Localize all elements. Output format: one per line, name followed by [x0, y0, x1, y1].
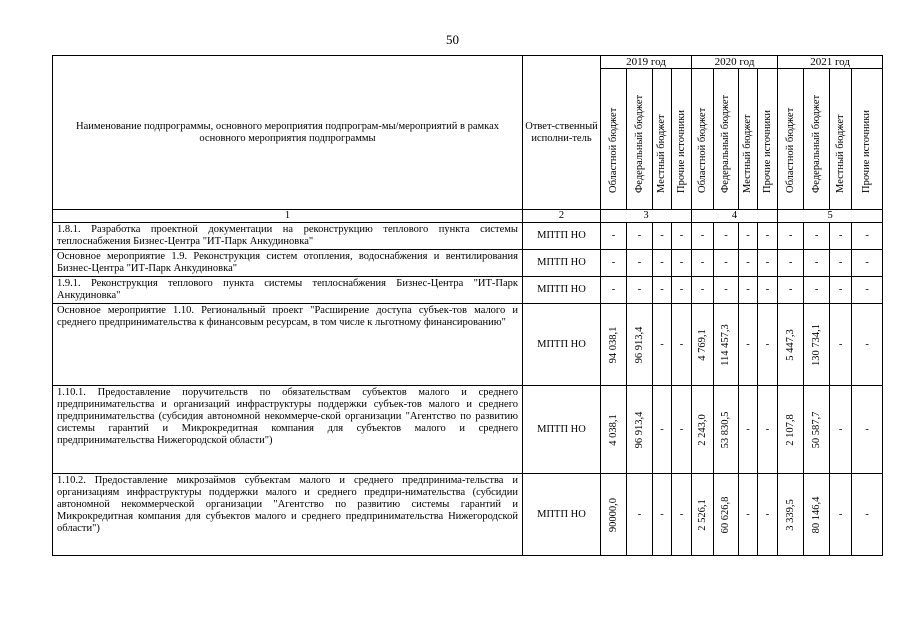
value-cell: - — [804, 250, 830, 277]
value-text: 4 769,1 — [696, 328, 708, 361]
subcol-header-label: Местный бюджет — [834, 114, 846, 193]
subcol-header — [692, 69, 714, 210]
row-name-cell: 1.9.1. Реконструкция теплового пункта системы теплоснабжения Бизнес-Центра "ИТ-Парк Анкудиновка" — [53, 277, 523, 304]
budget-table — [52, 55, 883, 556]
row-executor-cell: МПТП НО — [523, 474, 601, 556]
col-number-1: 1 — [53, 210, 523, 223]
row-executor-cell: МПТП НО — [523, 304, 601, 386]
col-number-4: 4 — [692, 210, 778, 223]
row-name-cell: 1.10.1. Предоставление поручительств по обязательствам субъектов малого и среднего предпринимательства и организаций инфраструктуры поддержки субъек-тов малого и среднего предпринимательства (субсидия автономной некоммерче-ской организации "Агентство по развитию системы гарантий и Микрокредитная компания для субъектов малого и среднего предпринимательства Нижегородской области") — [53, 386, 523, 474]
header-name-cell: Наименование подпрограммы, основного мероприятия подпрограм-мы/мероприятий в рамках основного мероприятия подпрограммы — [53, 56, 523, 210]
subcol-header — [804, 69, 830, 210]
value-cell: - — [830, 386, 852, 474]
value-text: 90000,0 — [607, 497, 619, 532]
value-cell: - — [830, 474, 852, 556]
value-cell: - — [627, 250, 653, 277]
value-cell: - — [758, 223, 778, 250]
value-cell: - — [804, 277, 830, 304]
value-text: 60 626,8 — [720, 496, 732, 533]
subcol-header-label: Областной бюджет — [696, 107, 708, 193]
value-text: 5 447,3 — [784, 328, 796, 361]
subcol-header — [758, 69, 778, 210]
row-executor-cell: МПТП НО — [523, 250, 601, 277]
value-cell: - — [601, 250, 627, 277]
subcol-header — [852, 69, 883, 210]
value-cell: - — [672, 304, 692, 386]
value-cell: - — [653, 304, 672, 386]
table-row — [53, 474, 883, 556]
value-cell — [778, 474, 804, 556]
value-cell: - — [852, 474, 883, 556]
col-number-2: 2 — [523, 210, 601, 223]
value-cell: - — [778, 277, 804, 304]
value-cell: - — [601, 277, 627, 304]
value-cell: - — [653, 474, 672, 556]
value-cell: - — [852, 304, 883, 386]
year-2020-header: 2020 год — [692, 56, 778, 69]
value-cell — [778, 386, 804, 474]
value-text: 2 526,1 — [696, 498, 708, 531]
value-cell — [778, 304, 804, 386]
value-text: 80 146,4 — [810, 496, 822, 533]
value-cell: - — [653, 250, 672, 277]
value-cell: - — [758, 304, 778, 386]
value-text: 94 038,1 — [607, 326, 619, 363]
value-text: 50 587,7 — [810, 411, 822, 448]
value-cell: - — [739, 223, 758, 250]
value-cell: - — [739, 250, 758, 277]
row-executor-cell: МПТП НО — [523, 277, 601, 304]
value-cell: - — [672, 474, 692, 556]
page-number: 50 — [446, 32, 459, 47]
col-number-3: 3 — [601, 210, 692, 223]
subcol-header-label: Прочие источники — [861, 110, 873, 193]
value-cell — [692, 474, 714, 556]
subcol-header — [601, 69, 627, 210]
value-cell: - — [601, 223, 627, 250]
col-number-5: 5 — [778, 210, 883, 223]
value-cell: - — [692, 223, 714, 250]
value-cell: - — [627, 223, 653, 250]
subcol-header — [627, 69, 653, 210]
value-text: 2 243,0 — [696, 413, 708, 446]
year-2019-header: 2019 год — [601, 56, 692, 69]
value-text: 130 734,1 — [810, 323, 822, 366]
value-cell — [627, 386, 653, 474]
value-cell — [804, 474, 830, 556]
table-row — [53, 250, 883, 277]
value-cell — [601, 304, 627, 386]
value-cell — [627, 304, 653, 386]
value-cell: - — [852, 277, 883, 304]
value-cell: - — [852, 223, 883, 250]
value-cell: - — [672, 277, 692, 304]
value-text: 2 107,8 — [784, 413, 796, 446]
value-text: 96 913,4 — [633, 411, 645, 448]
value-cell: - — [778, 250, 804, 277]
value-cell — [804, 386, 830, 474]
subcol-header-label: Федеральный бюджет — [810, 94, 822, 193]
value-cell — [692, 386, 714, 474]
value-cell: - — [692, 277, 714, 304]
subcol-header — [739, 69, 758, 210]
value-text: 3 339,5 — [784, 498, 796, 531]
row-name-cell: Основное мероприятие 1.9. Реконструкция систем отопления, водоснабжения и вентилирования Бизнес-Центра "ИТ-Парк Анкудиновка" — [53, 250, 523, 277]
value-cell: - — [627, 474, 653, 556]
value-cell: - — [653, 277, 672, 304]
value-cell: - — [714, 223, 739, 250]
value-cell — [714, 304, 739, 386]
value-cell: - — [627, 277, 653, 304]
table-row — [53, 277, 883, 304]
row-name-cell: 1.8.1. Разработка проектной документации на реконструкцию теплового пункта системы теплоснабжения Бизнес-Центра "ИТ-Парк Анкудиновка" — [53, 223, 523, 250]
value-cell: - — [739, 386, 758, 474]
value-cell: - — [653, 386, 672, 474]
value-cell: - — [739, 474, 758, 556]
value-cell: - — [830, 250, 852, 277]
subcol-header — [830, 69, 852, 210]
value-cell: - — [739, 277, 758, 304]
subcol-header-label: Областной бюджет — [784, 107, 796, 193]
row-name-cell: Основное мероприятие 1.10. Региональный проект "Расширение доступа субъек-тов малого и среднего предпринимательства к финансовым ресурсам, в том числе к льготному финансированию" — [53, 304, 523, 386]
value-cell: - — [672, 223, 692, 250]
value-cell — [804, 304, 830, 386]
value-text: 53 830,5 — [720, 411, 732, 448]
value-text: 4 038,1 — [607, 413, 619, 446]
subcol-header-label: Прочие источники — [761, 110, 773, 193]
value-cell: - — [830, 223, 852, 250]
value-text: 114 457,3 — [720, 323, 732, 366]
value-cell: - — [758, 386, 778, 474]
value-cell: - — [758, 277, 778, 304]
value-cell — [601, 474, 627, 556]
value-cell: - — [672, 386, 692, 474]
subcol-header-label: Областной бюджет — [607, 107, 619, 193]
value-cell: - — [830, 277, 852, 304]
value-cell: - — [758, 250, 778, 277]
subcol-header-label: Местный бюджет — [656, 114, 667, 193]
value-cell: - — [714, 277, 739, 304]
subcol-header-label: Федеральный бюджет — [720, 94, 732, 193]
value-cell — [714, 474, 739, 556]
subcol-header — [653, 69, 672, 210]
year-2021-header: 2021 год — [778, 56, 883, 69]
header-executor-cell: Ответ-ственный исполни-тель — [523, 56, 601, 210]
subcol-header-label: Федеральный бюджет — [633, 94, 645, 193]
row-executor-cell: МПТП НО — [523, 223, 601, 250]
value-cell: - — [714, 250, 739, 277]
value-cell: - — [758, 474, 778, 556]
value-cell: - — [653, 223, 672, 250]
table-row — [53, 304, 883, 386]
value-cell: - — [852, 250, 883, 277]
value-cell — [692, 304, 714, 386]
table-row — [53, 223, 883, 250]
subcol-header — [714, 69, 739, 210]
value-cell: - — [692, 250, 714, 277]
subcol-header — [778, 69, 804, 210]
value-cell: - — [852, 386, 883, 474]
value-cell — [714, 386, 739, 474]
row-executor-cell: МПТП НО — [523, 386, 601, 474]
value-cell: - — [830, 304, 852, 386]
value-cell: - — [672, 250, 692, 277]
subcol-header-label: Прочие источники — [675, 110, 687, 193]
value-text: 96 913,4 — [633, 326, 645, 363]
value-cell — [601, 386, 627, 474]
value-cell: - — [778, 223, 804, 250]
subcol-header-label: Местный бюджет — [742, 114, 754, 193]
subcol-header — [672, 69, 692, 210]
row-name-cell: 1.10.2. Предоставление микрозаймов субъектам малого и среднего предпринима-тельства и организациям инфраструктуры поддержки малого и среднего предпри-нимательства (субсидии автономной некоммерческой организации "Агентство по развитию системы гарантий и Микрокредитная компания для субъектов малого и среднего предпринимательства Нижегородской области") — [53, 474, 523, 556]
value-cell: - — [739, 304, 758, 386]
value-cell: - — [804, 223, 830, 250]
table-row — [53, 386, 883, 474]
